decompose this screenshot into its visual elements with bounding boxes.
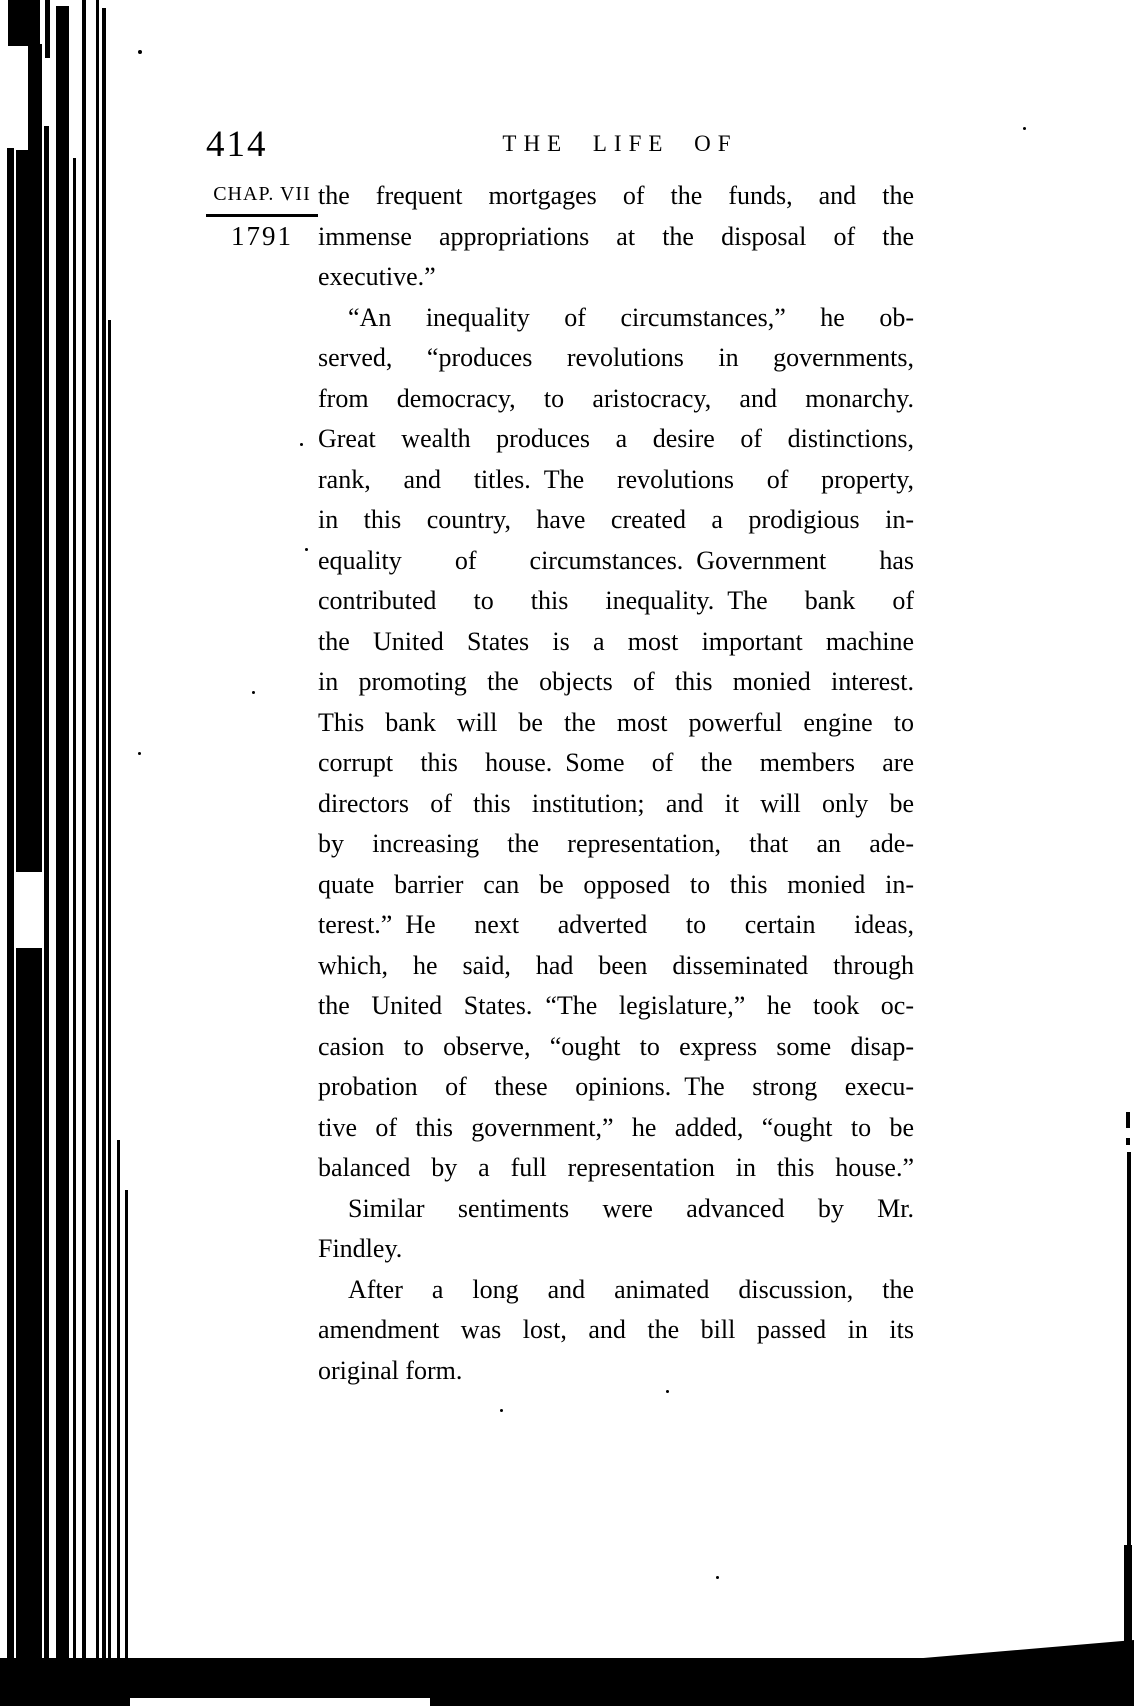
scan-artifact-bar: [56, 6, 69, 1706]
body-line: served, “produces revolutions in governments,: [318, 343, 914, 372]
body-line: from democracy, to aristocracy, and monarchy.: [318, 383, 914, 413]
body-line: “An inequality of circumstances,” he ob-: [348, 302, 914, 332]
body-line: Findley.: [318, 1234, 403, 1263]
body-line: After a long and animated discussion, the: [348, 1274, 914, 1304]
body-line: immense appropriations at the disposal of the: [318, 221, 914, 251]
scan-artifact-bar: [44, 126, 49, 1706]
ink-speck: [1023, 127, 1026, 130]
body-line: equality of circumstances. Government has: [318, 545, 914, 575]
ink-speck: [305, 548, 308, 551]
body-line: probation of these opinions. The strong execu-: [318, 1072, 914, 1101]
body-line: executive.”: [318, 262, 436, 291]
scan-artifact-bar: [125, 1190, 128, 1660]
body-line: terest.” He next adverted to certain ideas,: [318, 910, 914, 939]
ink-speck: [500, 1409, 503, 1412]
body-line: Similar sentiments were advanced by Mr.: [348, 1193, 914, 1223]
body-line: in this country, have created a prodigious in-: [318, 505, 914, 534]
page-number: 414: [206, 124, 268, 165]
body-line: the United States. “The legislature,” he took oc-: [318, 991, 914, 1020]
running-header: THE LIFE OF: [502, 131, 738, 156]
body-line: rank, and titles. The revolutions of property,: [318, 464, 914, 494]
scan-artifact-dash: [1126, 1138, 1130, 1145]
scan-artifact-dash: [1126, 1112, 1130, 1128]
ink-speck: [300, 443, 303, 446]
ink-speck: [716, 1576, 719, 1579]
scan-artifact-bar: [7, 148, 14, 1660]
body-line: This bank will be the most powerful engine to: [318, 707, 914, 737]
sidenote-rule: [206, 214, 318, 217]
body-line: corrupt this house. Some of the members are: [318, 748, 914, 777]
scan-artifact-bar: [96, 0, 99, 1706]
ink-speck: [138, 50, 142, 54]
scan-artifact-bottom-corner: [0, 1678, 130, 1706]
body-line: casion to observe, “ought to express some disap-: [318, 1031, 914, 1061]
scan-artifact-blob: [8, 0, 40, 46]
body-line: quate barrier can be opposed to this monied in-: [318, 869, 914, 899]
scan-artifact-bar: [102, 8, 106, 1706]
body-line: directors of this institution; and it will only be: [318, 788, 914, 818]
chapter-label: CHAP. VII: [213, 183, 311, 205]
scan-artifact-bar: [45, 0, 50, 58]
body-line: tive of this government,” he added, “ought to be: [318, 1112, 914, 1142]
scan-artifact-gap: [14, 872, 44, 948]
scan-artifact-bar: [73, 158, 76, 1660]
body-text: [318, 176, 914, 1391]
chapter-sidenote: [206, 184, 318, 250]
body-line: the United States is a most important machine: [318, 626, 914, 656]
ink-speck: [138, 752, 141, 755]
ink-speck: [252, 691, 255, 694]
body-line: the frequent mortgages of the funds, and the: [318, 181, 914, 210]
body-line: which, he said, had been disseminated through: [318, 950, 914, 980]
scan-artifact-blob: [28, 44, 42, 152]
body-line: balanced by a full representation in this house.”: [318, 1153, 914, 1182]
body-line: contributed to this inequality. The bank of: [318, 586, 914, 615]
body-line: in promoting the objects of this monied interest.: [318, 667, 914, 696]
scan-artifact-bar: [82, 0, 86, 1706]
body-line: amendment was lost, and the bill passed in its: [318, 1315, 914, 1344]
scan-artifact-bottom-fill: [430, 1690, 1134, 1706]
body-line: Great wealth produces a desire of distinctions,: [318, 424, 914, 453]
body-line: by increasing the representation, that an ade-: [318, 829, 914, 858]
scan-artifact-bottom-slope: [900, 1640, 1134, 1660]
year-label: 1791: [231, 221, 293, 251]
body-line: original form.: [318, 1355, 463, 1385]
scan-artifact-bar: [117, 1140, 120, 1706]
scan-artifact-bar: [108, 320, 111, 1706]
